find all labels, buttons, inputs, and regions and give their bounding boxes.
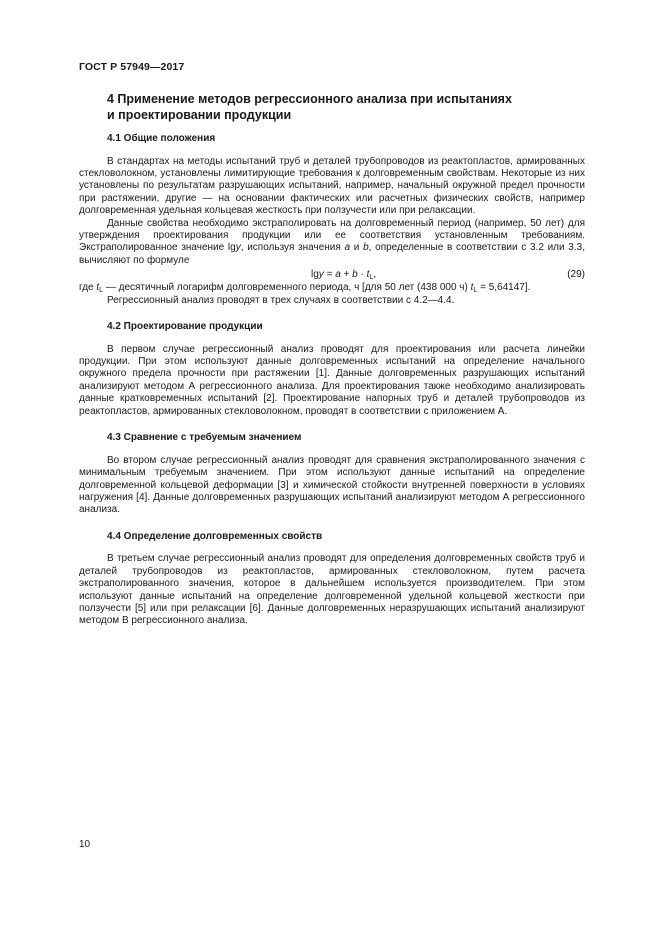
paragraph-extrapolation: Данные свойства необходимо экстраполировать на долговременный период (например, 50 лет) для утверждения проектирования продукции или ее соответствия установленным требованиям. Экстраполированное значение lgy, используя значения a и b, определенные в соответствии с 3.2 или 3.3, вычисляют по формуле	[79, 217, 585, 266]
formula-29	[79, 267, 585, 282]
standard-header: ГОСТ Р 57949—2017	[79, 61, 185, 73]
formula-number: (29)	[567, 269, 585, 281]
section-4-title-line1: 4 Применение методов регрессионного анализа при испытаниях	[107, 92, 512, 106]
formula-where-clause: где $t_L$ — десятичный логарифм долговременного периода, ч [для 50 лет (438 000 ч) $t_L = 5,64147$].	[79, 282, 531, 295]
paragraph: В стандартах на методы испытаний труб и деталей трубопроводов из реактопластов, армированных стекловолокном, установлены лимитирующие требования к долговременным свойствам. Некоторые из них установлены по результатам разрушающих испытаний, например, начальный окружной предел прочности при растяжении, другие — на основании фактических или расчетных физических свойств, например долговременная удельная кольцевая жесткость при ползучести или при релаксации.	[79, 155, 585, 217]
page-content	[79, 92, 585, 628]
section-4-title	[79, 92, 585, 123]
section-4-4	[79, 531, 585, 628]
section-4-2-title: 4.2 Проектирование продукции	[107, 321, 263, 333]
section-4-2	[79, 321, 585, 418]
paragraph: В третьем случае регрессионный анализ проводят для определения долговременных свойств труб и деталей трубопроводов из реактопластов, армированных стекловолокном, путем расчета экстраполированного значения, которое в дальнейшем используется производителем. При этом используют данные испытаний на определение долговременной удельной кольцевой жесткости при ползучести [5] или при релаксации [6]. Данные долговременных неразрушающих испытаний анализируют методом В регрессионного анализа.	[79, 553, 585, 627]
section-4-4-title: 4.4 Определение долговременных свойств	[107, 530, 323, 542]
section-4-3	[79, 432, 585, 517]
paragraph: Во втором случае регрессионный анализ проводят для сравнения экстраполированного значения с минимальным требуемым значением. При этом используют данные испытаний на определение долговременной кольцевой деформации [3] и химической стойкости внутренней поверхности в условиях нагружения [4]. Данные долговременных разрушающих испытаний анализируют методом А регрессионного анализа.	[79, 454, 585, 516]
section-4-3-title: 4.3 Сравнение с требуемым значением	[107, 432, 302, 444]
paragraph: В первом случае регрессионный анализ проводят для проектирования или расчета линейки продукции. При этом используют данные долговременных испытаний на определение начального окружного предела прочности при растяжении [1]. Данные долговременных разрушающих испытаний анализируют методом А регрессионного анализа. Для проектирования также необходимо анализировать данные кратковременных испытаний [2]. Проектирование напорных труб и деталей трубопроводов из реактопластов, армированных стекловолокном, проводят в соответствии с приложением А.	[79, 343, 585, 417]
page-number: 10	[79, 839, 91, 850]
section-4-title-line2: и проектировании продукции	[107, 107, 292, 122]
formula-expression: $\lg y = a + b \cdot t_L$,	[311, 269, 377, 282]
section-4-1-title: 4.1 Общие положения	[107, 133, 216, 144]
section-4-1	[79, 133, 585, 307]
paragraph: Регрессионный анализ проводят в трех случаях в соответствии с 4.2—4.4.	[107, 294, 455, 306]
